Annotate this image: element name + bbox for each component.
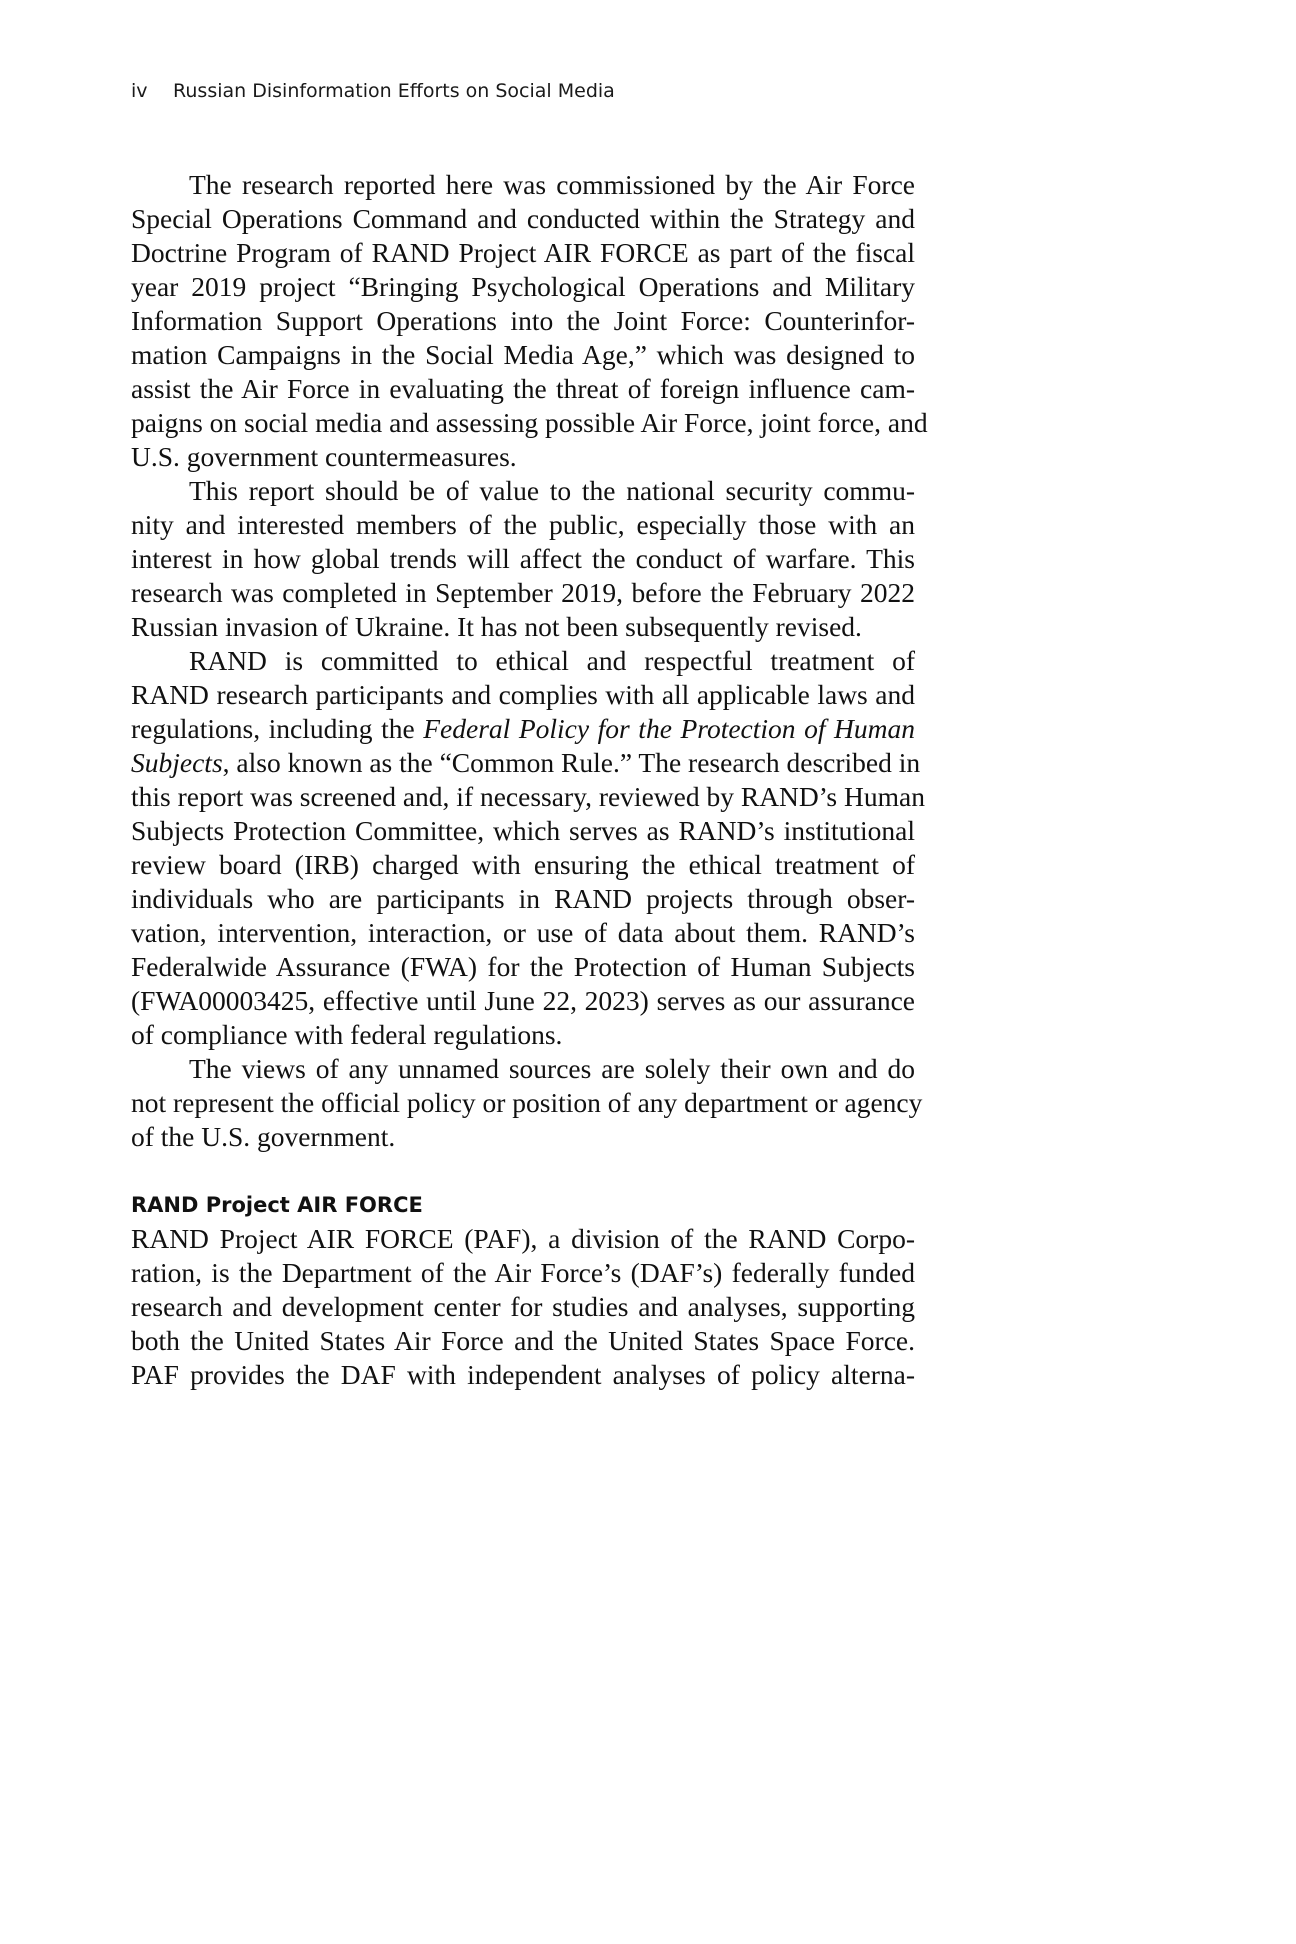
text-line: research and development center for studies and analyses, supporting — [131, 1291, 915, 1322]
running-head — [131, 80, 615, 102]
text-line: individuals who are participants in RAND projects through obser- — [131, 883, 915, 914]
paragraph — [131, 644, 925, 1052]
text-line: The research reported here was commissioned by the Air Force — [189, 169, 915, 200]
text-line: Russian invasion of Ukraine. It has not been subsequently revised. — [131, 611, 862, 642]
text-line: this report was screened and, if necessary, reviewed by RAND’s Human — [131, 781, 925, 812]
text-line: Information Support Operations into the Joint Force: Counterinfor- — [131, 305, 915, 336]
text-line: both the United States Air Force and the United States Space Force. — [131, 1325, 915, 1356]
body-text — [131, 168, 928, 1392]
paragraphs — [131, 168, 928, 1154]
text-line: assist the Air Force in evaluating the threat of foreign influence cam- — [131, 373, 915, 404]
text-line: RAND research participants and complies with all applicable laws and — [131, 679, 915, 710]
paragraph — [131, 1052, 923, 1154]
text-line: The views of any unnamed sources are solely their own and do — [189, 1053, 915, 1084]
text-line: mation Campaigns in the Social Media Age,” which was designed to — [131, 339, 915, 370]
text-line: Subjects, also known as the “Common Rule.” The research described in — [131, 747, 921, 778]
text-line: nity and interested members of the public, especially those with an — [131, 509, 915, 540]
running-head-title: Russian Disinformation Efforts on Social Media — [173, 80, 615, 102]
paragraph — [131, 168, 928, 474]
text-line: interest in how global trends will affect the conduct of warfare. This — [131, 543, 915, 574]
section-heading: RAND Project AIR FORCE — [131, 1193, 423, 1217]
italic-title: Subjects — [131, 747, 223, 778]
text-line: Federalwide Assurance (FWA) for the Protection of Human Subjects — [131, 951, 915, 982]
text-line: not represent the official policy or position of any department or agency — [131, 1087, 923, 1118]
text-line: Special Operations Command and conducted within the Strategy and — [131, 203, 915, 234]
section-paragraph — [131, 1222, 915, 1392]
text-line: RAND Project AIR FORCE (PAF), a division of the RAND Corpo- — [131, 1223, 915, 1254]
text-line: research was completed in September 2019, before the February 2022 — [131, 577, 915, 608]
text-line: paigns on social media and assessing possible Air Force, joint force, and — [131, 407, 928, 438]
text-line: regulations, including the Federal Policy for the Protection of Human — [131, 713, 916, 744]
text-line: PAF provides the DAF with independent analyses of policy alterna- — [131, 1359, 915, 1390]
text-line: vation, intervention, interaction, or use of data about them. RAND’s — [131, 917, 915, 948]
text-line: of the U.S. government. — [131, 1121, 396, 1152]
text-line: review board (IRB) charged with ensuring the ethical treatment of — [131, 849, 915, 880]
text-line: Subjects Protection Committee, which serves as RAND’s institutional — [131, 815, 915, 846]
text-line: U.S. government countermeasures. — [131, 441, 517, 472]
paragraph — [131, 474, 915, 644]
page-number: iv — [131, 80, 148, 102]
italic-title: Federal Policy for the Protection of Human — [423, 713, 916, 744]
text-line: Doctrine Program of RAND Project AIR FORCE as part of the fiscal — [131, 237, 915, 268]
text-line: year 2019 project “Bringing Psychological Operations and Military — [131, 271, 915, 302]
text-line: of compliance with federal regulations. — [131, 1019, 563, 1050]
text-line: (FWA00003425, effective until June 22, 2023) serves as our assurance — [131, 985, 915, 1016]
text-line: ration, is the Department of the Air Force’s (DAF’s) federally funded — [131, 1257, 915, 1288]
text-line: RAND is committed to ethical and respectful treatment of — [189, 645, 915, 676]
text-line: This report should be of value to the national security commu- — [189, 475, 915, 506]
